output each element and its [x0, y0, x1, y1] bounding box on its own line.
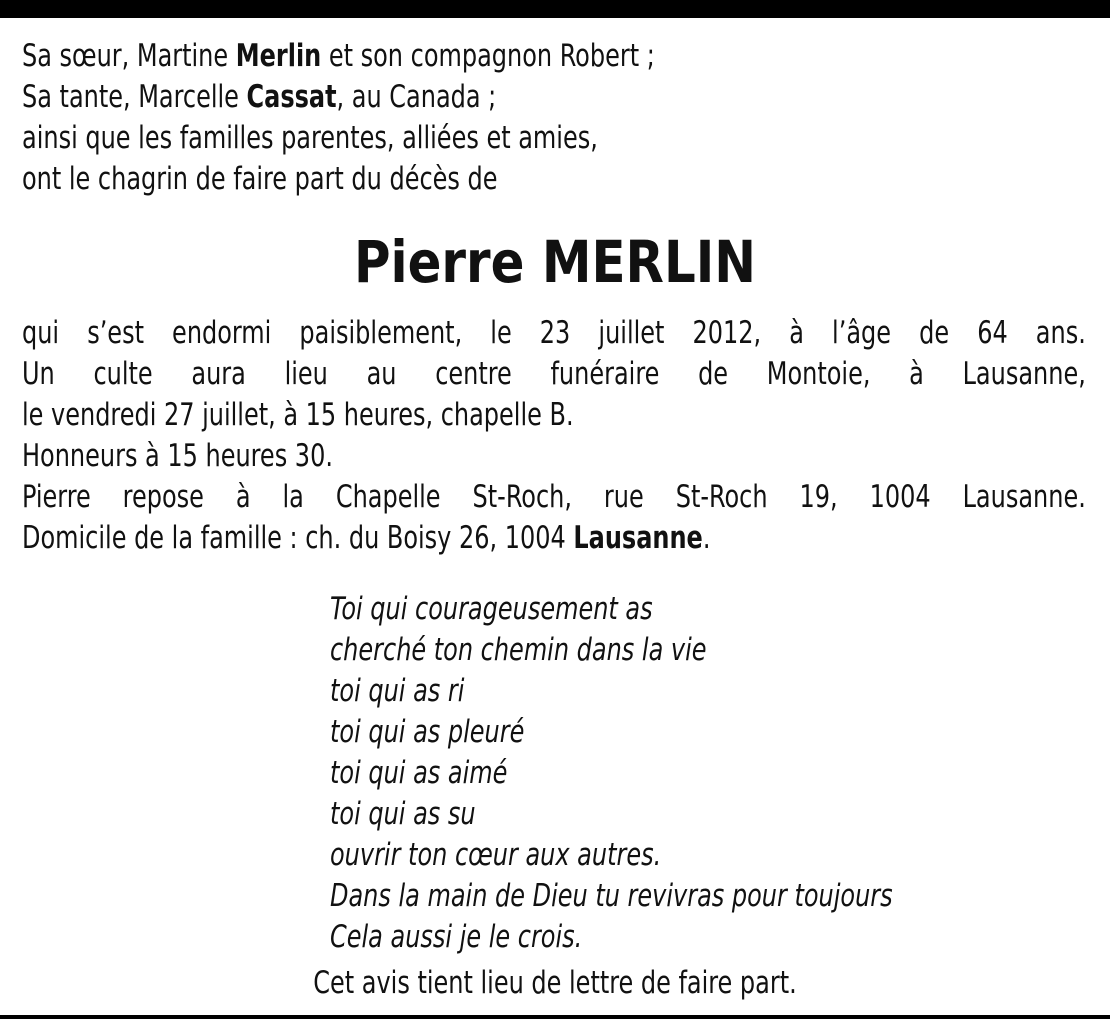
- details-block: [22, 313, 1086, 559]
- poem-line: Toi qui courageusement as: [330, 591, 653, 627]
- details-line: Pierre repose à la Chapelle St-Roch, rue St-Roch 19, 1004 Lausanne.: [22, 479, 1086, 515]
- poem-line: toi qui as ri: [330, 673, 465, 709]
- top-border-rule: [0, 0, 1110, 18]
- details-line: le vendredi 27 juillet, à 15 heures, chapelle B.: [22, 397, 574, 433]
- details-line: Un culte aura lieu au centre funéraire de Montoie, à Lausanne,: [22, 356, 1086, 392]
- poem-line: toi qui as pleuré: [330, 714, 525, 750]
- poem-line: ouvrir ton cœur aux autres.: [330, 837, 662, 873]
- intro-text: et son compagnon Robert ;: [321, 38, 655, 74]
- bottom-border-rule: [0, 1015, 1110, 1019]
- poem-block: [330, 588, 1104, 957]
- domicile-text: .: [702, 520, 711, 556]
- intro-text: ont le chagrin de faire part du décès de: [22, 161, 498, 197]
- details-line: qui s’est endormi paisiblement, le 23 juillet 2012, à l’âge de 64 ans.: [22, 315, 1086, 351]
- intro-line: [22, 159, 1086, 200]
- intro-surname: Cassat: [246, 79, 337, 115]
- intro-surname: Merlin: [235, 38, 322, 74]
- poem-line: toi qui as aimé: [330, 755, 508, 791]
- intro-line: [22, 118, 1086, 159]
- footer-note: Cet avis tient lieu de lettre de faire part.: [313, 965, 797, 1001]
- details-line: Honneurs à 15 heures 30.: [22, 438, 333, 474]
- intro-text: ainsi que les familles parentes, alliées et amies,: [22, 120, 598, 156]
- domicile-text: Domicile de la famille : ch. du Boisy 26, 1004: [22, 520, 574, 556]
- poem-line: Cela aussi je le crois.: [330, 919, 583, 955]
- domicile-city: Lausanne: [573, 520, 703, 556]
- poem-line: Dans la main de Dieu tu revivras pour toujours: [330, 878, 893, 914]
- intro-text: Sa sœur, Martine: [22, 38, 236, 74]
- intro-line: [22, 77, 1086, 118]
- poem-line: cherché ton chemin dans la vie: [330, 632, 707, 668]
- intro-line: [22, 36, 1086, 77]
- deceased-name: Pierre MERLIN: [353, 228, 757, 296]
- intro-text: , au Canada ;: [336, 79, 497, 115]
- intro-block: [22, 36, 1086, 200]
- domicile-line: [22, 518, 1086, 559]
- poem-line: toi qui as su: [330, 796, 476, 832]
- intro-text: Sa tante, Marcelle: [22, 79, 247, 115]
